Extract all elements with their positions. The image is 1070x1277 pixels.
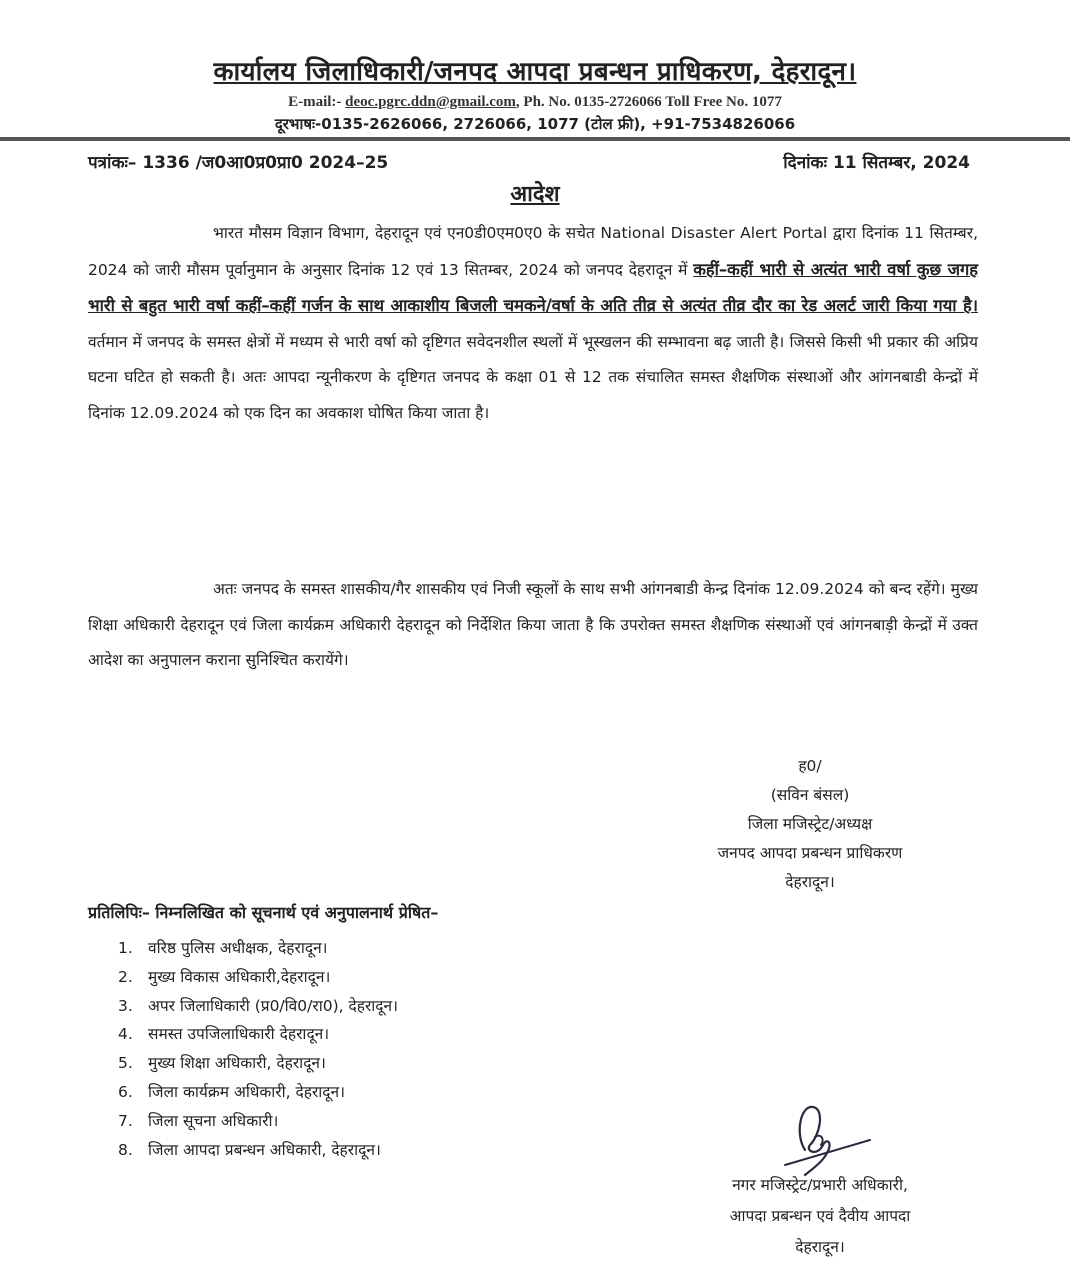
- copy-to-item-text: जिला सूचना अधिकारी।: [148, 1111, 279, 1130]
- copy-to-item-text: जिला आपदा प्रबन्धन अधिकारी, देहरादून।: [148, 1140, 381, 1159]
- copy-to-list: [118, 934, 398, 1164]
- phone-line: दूरभाषः-0135-2626066, 2726066, 1077 (टोल फ्री), +91-7534826066: [274, 115, 796, 133]
- issuing-officer-department: आपदा प्रबन्धन एवं दैवीय आपदा: [729, 1207, 911, 1225]
- copy-to-item-number: 6.: [118, 1082, 133, 1101]
- copy-to-item-text: जिला कार्यक्रम अधिकारी, देहरादून।: [148, 1082, 346, 1101]
- issuing-officer-title: नगर मजिस्ट्रेट/प्रभारी अधिकारी,: [732, 1176, 908, 1194]
- para1-intro: भारत मौसम विज्ञान विभाग, देहरादून एवं एन0डी0एम0ए0 के सचेत National Disaster Alert Portal द्वारा दिनांक 11 सितम्बर, 2024 को जारी मौसम पूर्वानुमान के अनुसार दिनांक 12 एवं 13 सितम्बर, 2024 को जनपद देहरादून में: [88, 224, 978, 279]
- copy-to-item-text: अपर जिलाधिकारी (प्र0/वि0/रा0), देहरादून।: [148, 996, 399, 1015]
- copy-to-item-text: मुख्य विकास अधिकारी,देहरादून।: [148, 967, 331, 986]
- contact-line: [0, 94, 1070, 111]
- copy-to-item-number: 4.: [118, 1025, 133, 1044]
- signatory-authority: जनपद आपदा प्रबन्धन प्राधिकरण: [717, 844, 903, 862]
- order-title: आदेश: [510, 182, 560, 207]
- copy-to-item: [118, 963, 398, 992]
- contact-numbers: , Ph. No. 0135-2726066 Toll Free No. 1077: [515, 94, 782, 110]
- body-paragraph-1: [88, 216, 978, 431]
- copy-to-item: [118, 934, 398, 963]
- signatory-place: देहरादून।: [785, 873, 835, 891]
- email-link[interactable]: deoc.pgrc.ddn@gmail.com: [345, 94, 516, 110]
- letter-date: दिनांकः 11 सितम्बर, 2024: [783, 153, 970, 173]
- copy-to-item-number: 7.: [118, 1111, 133, 1130]
- header-divider: [0, 137, 1070, 141]
- copy-to-item-text: वरिष्ठ पुलिस अधीक्षक, देहरादून।: [148, 939, 328, 957]
- copy-to-item: [118, 1049, 398, 1078]
- signed-mark: ह0/: [798, 757, 822, 775]
- copy-to-item-number: 5.: [118, 1054, 133, 1073]
- email-label: E-mail:-: [288, 94, 346, 110]
- copy-to-item-number: 3.: [118, 996, 133, 1015]
- red-alert-highlight: कहीं–कहीं भारी से अत्यंत भारी वर्षा कुछ जगह भारी से बहुत भारी वर्षा कहीं–कहीं गर्जन के साथ आकाशीय बिजली चमकने/वर्षा के अति तीव्र से अत्यंत तीव्र दौर का रेड अलर्ट जारी किया गया है।: [88, 259, 979, 315]
- copy-to-item: [118, 1020, 398, 1049]
- issuing-officer-place: देहरादून।: [795, 1238, 845, 1256]
- copy-to-item: [118, 992, 398, 1021]
- copy-to-heading: प्रतिलिपिः– निम्नलिखित को सूचनार्थ एवं अनुपालनार्थ प्रेषित–: [88, 903, 439, 922]
- signatory-designation: जिला मजिस्ट्रेट/अध्यक्ष: [747, 815, 873, 833]
- body-paragraph-2: अतः जनपद के समस्त शासकीय/गैर शासकीय एवं निजी स्कूलों के साथ सभी आंगनबाडी केन्द्र दिनांक 12.09.2024 को बन्द रहेंगे। मुख्य शिक्षा अधिकारी देहरादून एवं जिला कार्यक्रम अधिकारी देहरादून को निर्देशित किया जाता है कि उपरोक्त समस्त शैक्षणिक संस्थाओं एवं आंगनबाड़ी केन्द्रों में उक्त आदेश का अनुपालन कराना सुनिश्चित करायेंगे।: [88, 580, 979, 669]
- signatory-block: [650, 752, 970, 897]
- signatory-name: (सविन बंसल): [770, 786, 850, 804]
- copy-to-item: [118, 1078, 398, 1107]
- copy-to-item: [118, 1107, 398, 1136]
- reference-number: पत्रांकः– 1336 /ज0आ0प्र0प्रा0 2024–25: [88, 153, 389, 173]
- copy-to-item-number: 8.: [118, 1140, 133, 1159]
- office-title: कार्यालय जिलाधिकारी/जनपद आपदा प्रबन्धन प्राधिकरण, देहरादून।: [213, 57, 857, 87]
- copy-to-item: [118, 1136, 398, 1165]
- copy-to-item-text: मुख्य शिक्षा अधिकारी, देहरादून।: [148, 1054, 326, 1073]
- issuing-officer-block: [690, 1170, 950, 1263]
- para1-rest: वर्तमान में जनपद के समस्त क्षेत्रों में मध्यम से भारी वर्षा को दृष्टिगत सवेदनशील स्थलों में भूस्खलन की सम्भावना बढ़ जाती है। जिससे किसी भी प्रकार की अप्रिय घटना घटित हो सकती है। अतः आपदा न्यूनीकरण के दृष्टिगत जनपद के कक्षा 01 से 12 तक संचालित समस्त शैक्षणिक संस्थाओं और आंगनबाडी केन्द्रों में दिनांक 12.09.2024 को एक दिन का अवकाश घोषित किया जाता है।: [88, 332, 978, 422]
- copy-to-item-number: 1.: [118, 939, 133, 957]
- copy-to-item-text: समस्त उपजिलाधिकारी देहरादून।: [148, 1025, 330, 1044]
- copy-to-item-number: 2.: [118, 967, 133, 986]
